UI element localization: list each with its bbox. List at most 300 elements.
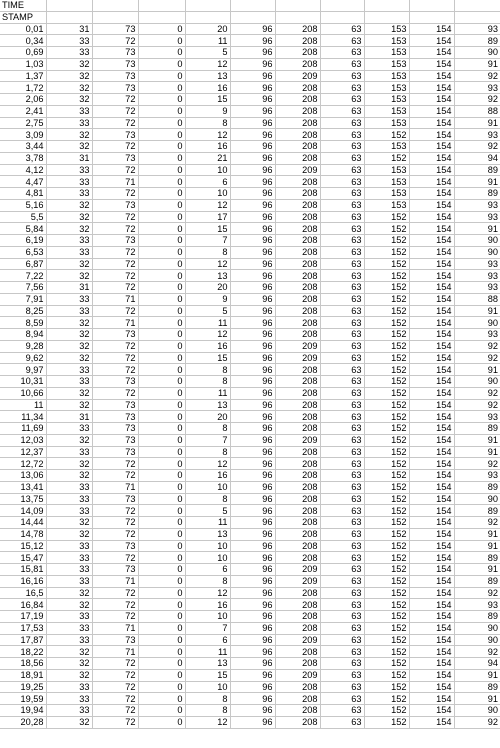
value-cell[interactable]: 9	[185, 105, 230, 117]
value-cell[interactable]: 73	[92, 23, 138, 35]
value-cell[interactable]: 154	[409, 352, 454, 364]
value-cell[interactable]: 31	[46, 282, 92, 294]
value-cell[interactable]: 33	[46, 622, 92, 634]
value-cell[interactable]: 92	[454, 458, 500, 470]
value-cell[interactable]: 63	[320, 705, 364, 717]
value-cell[interactable]: 93	[454, 270, 500, 282]
value-cell[interactable]: 154	[409, 164, 454, 176]
value-cell[interactable]: 21	[185, 152, 230, 164]
value-cell[interactable]: 33	[46, 705, 92, 717]
value-cell[interactable]: 209	[275, 164, 320, 176]
timestamp-cell[interactable]: 3,78	[0, 152, 46, 164]
value-cell[interactable]: 91	[454, 117, 500, 129]
value-cell[interactable]: 8	[185, 705, 230, 717]
value-cell[interactable]: 31	[46, 23, 92, 35]
value-cell[interactable]: 152	[364, 364, 409, 376]
value-cell[interactable]: 93	[454, 282, 500, 294]
value-cell[interactable]: 96	[230, 305, 275, 317]
value-cell[interactable]: 63	[320, 235, 364, 247]
value-cell[interactable]: 96	[230, 70, 275, 82]
value-cell[interactable]: 63	[320, 399, 364, 411]
value-cell[interactable]: 152	[364, 505, 409, 517]
value-cell[interactable]: 92	[454, 141, 500, 153]
value-cell[interactable]: 152	[364, 458, 409, 470]
value-cell[interactable]: 10	[185, 481, 230, 493]
timestamp-cell[interactable]: 19,25	[0, 681, 46, 693]
value-cell[interactable]: 0	[138, 564, 185, 576]
value-cell[interactable]: 8	[185, 493, 230, 505]
header-empty-cell[interactable]	[138, 0, 185, 11]
value-cell[interactable]: 10	[185, 188, 230, 200]
value-cell[interactable]: 89	[454, 681, 500, 693]
value-cell[interactable]: 89	[454, 575, 500, 587]
value-cell[interactable]: 0	[138, 575, 185, 587]
value-cell[interactable]: 96	[230, 246, 275, 258]
value-cell[interactable]: 72	[92, 305, 138, 317]
value-cell[interactable]: 33	[46, 47, 92, 59]
value-cell[interactable]: 0	[138, 376, 185, 388]
value-cell[interactable]: 15	[185, 223, 230, 235]
value-cell[interactable]: 96	[230, 23, 275, 35]
value-cell[interactable]: 63	[320, 152, 364, 164]
value-cell[interactable]: 92	[454, 340, 500, 352]
value-cell[interactable]: 208	[275, 117, 320, 129]
value-cell[interactable]: 0	[138, 611, 185, 623]
value-cell[interactable]: 96	[230, 493, 275, 505]
value-cell[interactable]: 208	[275, 223, 320, 235]
value-cell[interactable]: 91	[454, 176, 500, 188]
value-cell[interactable]: 73	[92, 423, 138, 435]
value-cell[interactable]: 208	[275, 188, 320, 200]
value-cell[interactable]: 208	[275, 705, 320, 717]
value-cell[interactable]: 152	[364, 293, 409, 305]
value-cell[interactable]: 6	[185, 634, 230, 646]
value-cell[interactable]: 152	[364, 376, 409, 388]
value-cell[interactable]: 72	[92, 105, 138, 117]
value-cell[interactable]: 96	[230, 188, 275, 200]
value-cell[interactable]: 96	[230, 376, 275, 388]
value-cell[interactable]: 73	[92, 540, 138, 552]
value-cell[interactable]: 63	[320, 611, 364, 623]
value-cell[interactable]: 73	[92, 199, 138, 211]
value-cell[interactable]: 72	[92, 141, 138, 153]
value-cell[interactable]: 0	[138, 282, 185, 294]
value-cell[interactable]: 208	[275, 599, 320, 611]
value-cell[interactable]: 32	[46, 141, 92, 153]
value-cell[interactable]: 16	[185, 599, 230, 611]
value-cell[interactable]: 208	[275, 94, 320, 106]
value-cell[interactable]: 0	[138, 681, 185, 693]
value-cell[interactable]: 154	[409, 434, 454, 446]
value-cell[interactable]: 63	[320, 458, 364, 470]
value-cell[interactable]: 152	[364, 611, 409, 623]
value-cell[interactable]: 0	[138, 141, 185, 153]
timestamp-cell[interactable]: 16,84	[0, 599, 46, 611]
value-cell[interactable]: 91	[454, 223, 500, 235]
value-cell[interactable]: 96	[230, 587, 275, 599]
value-cell[interactable]: 152	[364, 399, 409, 411]
value-cell[interactable]: 15	[185, 669, 230, 681]
value-cell[interactable]: 72	[92, 188, 138, 200]
value-cell[interactable]: 208	[275, 399, 320, 411]
value-cell[interactable]: 32	[46, 587, 92, 599]
value-cell[interactable]: 73	[92, 411, 138, 423]
value-cell[interactable]: 90	[454, 47, 500, 59]
value-cell[interactable]: 12	[185, 329, 230, 341]
value-cell[interactable]: 153	[364, 117, 409, 129]
value-cell[interactable]: 91	[454, 364, 500, 376]
value-cell[interactable]: 63	[320, 70, 364, 82]
value-cell[interactable]: 93	[454, 211, 500, 223]
value-cell[interactable]: 154	[409, 282, 454, 294]
value-cell[interactable]: 152	[364, 211, 409, 223]
value-cell[interactable]: 0	[138, 35, 185, 47]
value-cell[interactable]: 153	[364, 58, 409, 70]
value-cell[interactable]: 96	[230, 693, 275, 705]
value-cell[interactable]: 92	[454, 387, 500, 399]
value-cell[interactable]: 6	[185, 564, 230, 576]
timestamp-cell[interactable]: 13,06	[0, 470, 46, 482]
value-cell[interactable]: 13	[185, 270, 230, 282]
header-empty-cell[interactable]	[364, 0, 409, 11]
value-cell[interactable]: 0	[138, 505, 185, 517]
value-cell[interactable]: 154	[409, 646, 454, 658]
value-cell[interactable]: 0	[138, 552, 185, 564]
value-cell[interactable]: 154	[409, 658, 454, 670]
value-cell[interactable]: 91	[454, 528, 500, 540]
value-cell[interactable]: 0	[138, 528, 185, 540]
header-empty-cell[interactable]	[409, 11, 454, 23]
value-cell[interactable]: 0	[138, 352, 185, 364]
timestamp-cell[interactable]: 5,84	[0, 223, 46, 235]
value-cell[interactable]: 92	[454, 646, 500, 658]
value-cell[interactable]: 154	[409, 364, 454, 376]
value-cell[interactable]: 8	[185, 376, 230, 388]
value-cell[interactable]: 33	[46, 481, 92, 493]
value-cell[interactable]: 93	[454, 129, 500, 141]
value-cell[interactable]: 93	[454, 411, 500, 423]
value-cell[interactable]: 96	[230, 387, 275, 399]
value-cell[interactable]: 152	[364, 481, 409, 493]
value-cell[interactable]: 63	[320, 270, 364, 282]
value-cell[interactable]: 152	[364, 540, 409, 552]
value-cell[interactable]: 32	[46, 329, 92, 341]
header-empty-cell[interactable]	[454, 11, 500, 23]
value-cell[interactable]: 96	[230, 622, 275, 634]
value-cell[interactable]: 96	[230, 599, 275, 611]
value-cell[interactable]: 63	[320, 599, 364, 611]
value-cell[interactable]: 208	[275, 481, 320, 493]
value-cell[interactable]: 152	[364, 129, 409, 141]
value-cell[interactable]: 20	[185, 282, 230, 294]
value-cell[interactable]: 0	[138, 58, 185, 70]
value-cell[interactable]: 90	[454, 317, 500, 329]
value-cell[interactable]: 72	[92, 681, 138, 693]
value-cell[interactable]: 89	[454, 552, 500, 564]
value-cell[interactable]: 0	[138, 129, 185, 141]
value-cell[interactable]: 33	[46, 117, 92, 129]
value-cell[interactable]: 153	[364, 94, 409, 106]
timestamp-cell[interactable]: 4,47	[0, 176, 46, 188]
value-cell[interactable]: 89	[454, 164, 500, 176]
value-cell[interactable]: 0	[138, 211, 185, 223]
value-cell[interactable]: 152	[364, 246, 409, 258]
value-cell[interactable]: 33	[46, 376, 92, 388]
timestamp-cell[interactable]: 2,06	[0, 94, 46, 106]
value-cell[interactable]: 0	[138, 716, 185, 728]
value-cell[interactable]: 92	[454, 352, 500, 364]
timestamp-cell[interactable]: 13,41	[0, 481, 46, 493]
value-cell[interactable]: 63	[320, 528, 364, 540]
value-cell[interactable]: 89	[454, 188, 500, 200]
value-cell[interactable]: 63	[320, 293, 364, 305]
value-cell[interactable]: 33	[46, 505, 92, 517]
value-cell[interactable]: 32	[46, 223, 92, 235]
value-cell[interactable]: 32	[46, 94, 92, 106]
value-cell[interactable]: 32	[46, 82, 92, 94]
timestamp-cell[interactable]: 20,28	[0, 716, 46, 728]
value-cell[interactable]: 208	[275, 329, 320, 341]
value-cell[interactable]: 154	[409, 540, 454, 552]
value-cell[interactable]: 93	[454, 199, 500, 211]
value-cell[interactable]: 0	[138, 223, 185, 235]
value-cell[interactable]: 152	[364, 152, 409, 164]
value-cell[interactable]: 154	[409, 258, 454, 270]
value-cell[interactable]: 0	[138, 411, 185, 423]
value-cell[interactable]: 152	[364, 270, 409, 282]
value-cell[interactable]: 96	[230, 505, 275, 517]
value-cell[interactable]: 154	[409, 505, 454, 517]
value-cell[interactable]: 73	[92, 82, 138, 94]
value-cell[interactable]: 10	[185, 681, 230, 693]
timestamp-cell[interactable]: 14,78	[0, 528, 46, 540]
timestamp-cell[interactable]: 13,75	[0, 493, 46, 505]
value-cell[interactable]: 88	[454, 293, 500, 305]
value-cell[interactable]: 154	[409, 611, 454, 623]
value-cell[interactable]: 71	[92, 622, 138, 634]
value-cell[interactable]: 63	[320, 105, 364, 117]
value-cell[interactable]: 93	[454, 599, 500, 611]
value-cell[interactable]: 72	[92, 528, 138, 540]
value-cell[interactable]: 209	[275, 669, 320, 681]
value-cell[interactable]: 63	[320, 434, 364, 446]
value-cell[interactable]: 32	[46, 470, 92, 482]
value-cell[interactable]: 154	[409, 188, 454, 200]
value-cell[interactable]: 0	[138, 82, 185, 94]
value-cell[interactable]: 90	[454, 376, 500, 388]
value-cell[interactable]: 96	[230, 340, 275, 352]
value-cell[interactable]: 33	[46, 552, 92, 564]
value-cell[interactable]: 208	[275, 622, 320, 634]
value-cell[interactable]: 154	[409, 270, 454, 282]
value-cell[interactable]: 96	[230, 646, 275, 658]
value-cell[interactable]: 208	[275, 716, 320, 728]
value-cell[interactable]: 152	[364, 517, 409, 529]
value-cell[interactable]: 72	[92, 587, 138, 599]
value-cell[interactable]: 96	[230, 434, 275, 446]
value-cell[interactable]: 63	[320, 258, 364, 270]
timestamp-cell[interactable]: 8,94	[0, 329, 46, 341]
value-cell[interactable]: 154	[409, 317, 454, 329]
timestamp-cell[interactable]: 12,72	[0, 458, 46, 470]
value-cell[interactable]: 33	[46, 35, 92, 47]
value-cell[interactable]: 96	[230, 35, 275, 47]
value-cell[interactable]: 63	[320, 446, 364, 458]
value-cell[interactable]: 96	[230, 293, 275, 305]
value-cell[interactable]: 6	[185, 176, 230, 188]
value-cell[interactable]: 12	[185, 199, 230, 211]
value-cell[interactable]: 63	[320, 423, 364, 435]
value-cell[interactable]: 73	[92, 399, 138, 411]
value-cell[interactable]: 154	[409, 446, 454, 458]
value-cell[interactable]: 208	[275, 58, 320, 70]
value-cell[interactable]: 0	[138, 152, 185, 164]
header-empty-cell[interactable]	[46, 0, 92, 11]
value-cell[interactable]: 63	[320, 575, 364, 587]
value-cell[interactable]: 88	[454, 105, 500, 117]
value-cell[interactable]: 93	[454, 258, 500, 270]
value-cell[interactable]: 63	[320, 481, 364, 493]
value-cell[interactable]: 152	[364, 658, 409, 670]
value-cell[interactable]: 12	[185, 587, 230, 599]
value-cell[interactable]: 153	[364, 82, 409, 94]
timestamp-cell[interactable]: 16,5	[0, 587, 46, 599]
value-cell[interactable]: 0	[138, 646, 185, 658]
value-cell[interactable]: 152	[364, 434, 409, 446]
value-cell[interactable]: 153	[364, 70, 409, 82]
timestamp-cell[interactable]: 14,09	[0, 505, 46, 517]
value-cell[interactable]: 72	[92, 458, 138, 470]
value-cell[interactable]: 152	[364, 681, 409, 693]
timestamp-cell[interactable]: 19,94	[0, 705, 46, 717]
value-cell[interactable]: 73	[92, 152, 138, 164]
value-cell[interactable]: 0	[138, 340, 185, 352]
value-cell[interactable]: 208	[275, 540, 320, 552]
value-cell[interactable]: 63	[320, 246, 364, 258]
value-cell[interactable]: 63	[320, 493, 364, 505]
value-cell[interactable]: 96	[230, 105, 275, 117]
value-cell[interactable]: 154	[409, 681, 454, 693]
value-cell[interactable]: 0	[138, 235, 185, 247]
value-cell[interactable]: 8	[185, 117, 230, 129]
header-empty-cell[interactable]	[185, 0, 230, 11]
timestamp-cell[interactable]: 12,03	[0, 434, 46, 446]
value-cell[interactable]: 96	[230, 211, 275, 223]
value-cell[interactable]: 96	[230, 270, 275, 282]
value-cell[interactable]: 0	[138, 481, 185, 493]
value-cell[interactable]: 63	[320, 622, 364, 634]
timestamp-cell[interactable]: 9,97	[0, 364, 46, 376]
value-cell[interactable]: 92	[454, 517, 500, 529]
value-cell[interactable]: 208	[275, 681, 320, 693]
value-cell[interactable]: 63	[320, 364, 364, 376]
value-cell[interactable]: 63	[320, 340, 364, 352]
value-cell[interactable]: 0	[138, 270, 185, 282]
timestamp-cell[interactable]: 6,87	[0, 258, 46, 270]
value-cell[interactable]: 208	[275, 211, 320, 223]
timestamp-cell[interactable]: 17,19	[0, 611, 46, 623]
value-cell[interactable]: 209	[275, 575, 320, 587]
value-cell[interactable]: 0	[138, 70, 185, 82]
value-cell[interactable]: 31	[46, 152, 92, 164]
value-cell[interactable]: 0	[138, 246, 185, 258]
value-cell[interactable]: 32	[46, 517, 92, 529]
value-cell[interactable]: 154	[409, 23, 454, 35]
value-cell[interactable]: 32	[46, 387, 92, 399]
value-cell[interactable]: 152	[364, 575, 409, 587]
header-empty-cell[interactable]	[320, 0, 364, 11]
value-cell[interactable]: 33	[46, 105, 92, 117]
value-cell[interactable]: 72	[92, 94, 138, 106]
value-cell[interactable]: 92	[454, 399, 500, 411]
value-cell[interactable]: 96	[230, 564, 275, 576]
value-cell[interactable]: 71	[92, 646, 138, 658]
timestamp-cell[interactable]: 4,81	[0, 188, 46, 200]
value-cell[interactable]: 154	[409, 293, 454, 305]
value-cell[interactable]: 72	[92, 270, 138, 282]
value-cell[interactable]: 208	[275, 47, 320, 59]
value-cell[interactable]: 73	[92, 329, 138, 341]
value-cell[interactable]: 16	[185, 340, 230, 352]
value-cell[interactable]: 96	[230, 399, 275, 411]
value-cell[interactable]: 63	[320, 693, 364, 705]
value-cell[interactable]: 154	[409, 622, 454, 634]
value-cell[interactable]: 91	[454, 564, 500, 576]
value-cell[interactable]: 73	[92, 634, 138, 646]
timestamp-cell[interactable]: 15,47	[0, 552, 46, 564]
value-cell[interactable]: 208	[275, 376, 320, 388]
value-cell[interactable]: 208	[275, 282, 320, 294]
value-cell[interactable]: 72	[92, 552, 138, 564]
timestamp-cell[interactable]: 12,37	[0, 446, 46, 458]
value-cell[interactable]: 63	[320, 188, 364, 200]
value-cell[interactable]: 96	[230, 317, 275, 329]
value-cell[interactable]: 153	[364, 47, 409, 59]
value-cell[interactable]: 208	[275, 141, 320, 153]
value-cell[interactable]: 0	[138, 317, 185, 329]
timestamp-cell[interactable]: 8,59	[0, 317, 46, 329]
value-cell[interactable]: 63	[320, 658, 364, 670]
value-cell[interactable]: 153	[364, 176, 409, 188]
value-cell[interactable]: 92	[454, 70, 500, 82]
value-cell[interactable]: 154	[409, 152, 454, 164]
value-cell[interactable]: 154	[409, 552, 454, 564]
value-cell[interactable]: 208	[275, 517, 320, 529]
value-cell[interactable]: 33	[46, 164, 92, 176]
value-cell[interactable]: 12	[185, 716, 230, 728]
value-cell[interactable]: 154	[409, 117, 454, 129]
value-cell[interactable]: 10	[185, 540, 230, 552]
timestamp-cell[interactable]: 19,59	[0, 693, 46, 705]
value-cell[interactable]: 33	[46, 176, 92, 188]
value-cell[interactable]: 0	[138, 199, 185, 211]
value-cell[interactable]: 96	[230, 129, 275, 141]
value-cell[interactable]: 32	[46, 528, 92, 540]
timestamp-cell[interactable]: 5,5	[0, 211, 46, 223]
header-empty-cell[interactable]	[92, 0, 138, 11]
value-cell[interactable]: 73	[92, 47, 138, 59]
value-cell[interactable]: 91	[454, 305, 500, 317]
value-cell[interactable]: 71	[92, 317, 138, 329]
value-cell[interactable]: 154	[409, 223, 454, 235]
value-cell[interactable]: 208	[275, 176, 320, 188]
value-cell[interactable]: 152	[364, 423, 409, 435]
value-cell[interactable]: 32	[46, 70, 92, 82]
value-cell[interactable]: 154	[409, 82, 454, 94]
value-cell[interactable]: 72	[92, 470, 138, 482]
value-cell[interactable]: 152	[364, 599, 409, 611]
value-cell[interactable]: 63	[320, 47, 364, 59]
